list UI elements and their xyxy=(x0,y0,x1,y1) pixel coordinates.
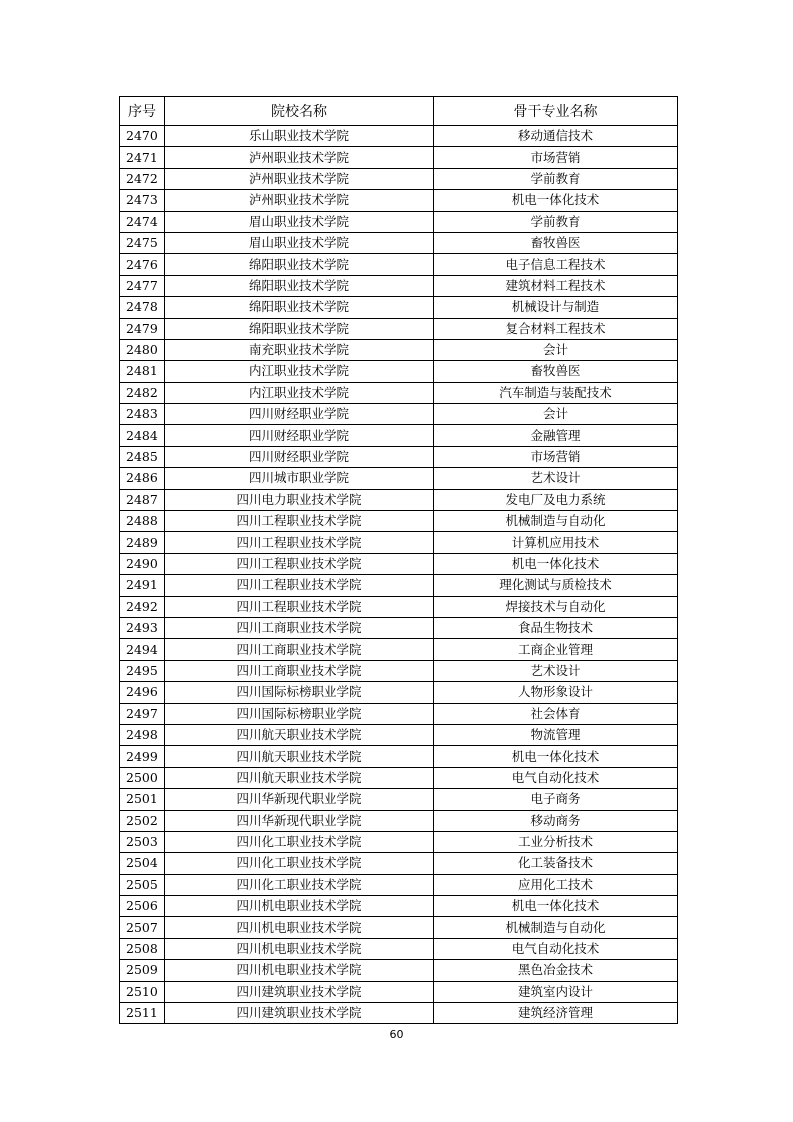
major-name-cell: 机电一体化技术 xyxy=(434,746,678,767)
major-name-cell: 发电厂及电力系统 xyxy=(434,489,678,510)
serial-number-cell: 2472 xyxy=(120,168,165,189)
school-name-cell: 四川机电职业技术学院 xyxy=(165,896,434,917)
school-name-cell: 四川财经职业学院 xyxy=(165,425,434,446)
school-name-cell: 四川工商职业技术学院 xyxy=(165,660,434,681)
serial-number-cell: 2509 xyxy=(120,960,165,981)
table-row xyxy=(120,382,678,403)
table-row xyxy=(120,468,678,489)
major-name-cell: 艺术设计 xyxy=(434,660,678,681)
table-row xyxy=(120,596,678,617)
school-name-cell: 眉山职业技术学院 xyxy=(165,211,434,232)
major-name-cell: 黑色冶金技术 xyxy=(434,960,678,981)
major-name-cell: 焊接技术与自动化 xyxy=(434,596,678,617)
school-name-cell: 四川工程职业技术学院 xyxy=(165,511,434,532)
table-row xyxy=(120,831,678,852)
table-row xyxy=(120,981,678,1002)
serial-number-cell: 2479 xyxy=(120,318,165,339)
major-name-cell: 金融管理 xyxy=(434,425,678,446)
major-name-cell: 人物形象设计 xyxy=(434,682,678,703)
major-name-cell: 食品生物技术 xyxy=(434,617,678,638)
major-name-cell: 复合材料工程技术 xyxy=(434,318,678,339)
header-serial-number: 序号 xyxy=(120,97,165,126)
table-row xyxy=(120,767,678,788)
school-name-cell: 眉山职业技术学院 xyxy=(165,232,434,253)
serial-number-cell: 2476 xyxy=(120,254,165,275)
serial-number-cell: 2502 xyxy=(120,810,165,831)
school-name-cell: 四川机电职业技术学院 xyxy=(165,917,434,938)
school-name-cell: 绵阳职业技术学院 xyxy=(165,254,434,275)
school-name-cell: 四川城市职业学院 xyxy=(165,468,434,489)
major-name-cell: 建筑材料工程技术 xyxy=(434,275,678,296)
major-name-cell: 会计 xyxy=(434,404,678,425)
school-name-cell: 四川航天职业技术学院 xyxy=(165,767,434,788)
school-name-cell: 四川工程职业技术学院 xyxy=(165,532,434,553)
table-row xyxy=(120,297,678,318)
major-name-cell: 学前教育 xyxy=(434,168,678,189)
serial-number-cell: 2493 xyxy=(120,617,165,638)
school-name-cell: 四川化工职业技术学院 xyxy=(165,831,434,852)
school-name-cell: 四川工程职业技术学院 xyxy=(165,575,434,596)
serial-number-cell: 2488 xyxy=(120,511,165,532)
table-row xyxy=(120,874,678,895)
school-name-cell: 泸州职业技术学院 xyxy=(165,147,434,168)
major-name-cell: 建筑室内设计 xyxy=(434,981,678,1002)
serial-number-cell: 2478 xyxy=(120,297,165,318)
major-name-cell: 机械制造与自动化 xyxy=(434,511,678,532)
school-name-cell: 四川财经职业学院 xyxy=(165,446,434,467)
serial-number-cell: 2508 xyxy=(120,938,165,959)
serial-number-cell: 2485 xyxy=(120,446,165,467)
school-name-cell: 绵阳职业技术学院 xyxy=(165,275,434,296)
table-row xyxy=(120,404,678,425)
school-name-cell: 四川华新现代职业学院 xyxy=(165,789,434,810)
table-row xyxy=(120,789,678,810)
header-row xyxy=(120,97,678,126)
table-row xyxy=(120,532,678,553)
school-name-cell: 南充职业技术学院 xyxy=(165,339,434,360)
serial-number-cell: 2470 xyxy=(120,126,165,147)
major-name-cell: 机械制造与自动化 xyxy=(434,917,678,938)
serial-number-cell: 2498 xyxy=(120,724,165,745)
table-row xyxy=(120,682,678,703)
major-name-cell: 应用化工技术 xyxy=(434,874,678,895)
major-name-cell: 机电一体化技术 xyxy=(434,553,678,574)
school-name-cell: 泸州职业技术学院 xyxy=(165,168,434,189)
school-name-cell: 四川化工职业技术学院 xyxy=(165,853,434,874)
school-name-cell: 乐山职业技术学院 xyxy=(165,126,434,147)
major-name-cell: 市场营销 xyxy=(434,446,678,467)
table-row xyxy=(120,575,678,596)
school-name-cell: 四川工商职业技术学院 xyxy=(165,617,434,638)
table-row xyxy=(120,960,678,981)
school-name-cell: 四川工程职业技术学院 xyxy=(165,596,434,617)
table-row xyxy=(120,1003,678,1024)
table-row xyxy=(120,938,678,959)
header-major-name: 骨干专业名称 xyxy=(434,97,678,126)
table-row xyxy=(120,853,678,874)
table-row xyxy=(120,339,678,360)
school-name-cell: 四川工商职业技术学院 xyxy=(165,639,434,660)
serial-number-cell: 2489 xyxy=(120,532,165,553)
major-name-cell: 物流管理 xyxy=(434,724,678,745)
serial-number-cell: 2503 xyxy=(120,831,165,852)
school-name-cell: 绵阳职业技术学院 xyxy=(165,297,434,318)
school-name-cell: 四川工程职业技术学院 xyxy=(165,553,434,574)
school-name-cell: 四川航天职业技术学院 xyxy=(165,746,434,767)
serial-number-cell: 2487 xyxy=(120,489,165,510)
major-name-cell: 畜牧兽医 xyxy=(434,361,678,382)
table-row xyxy=(120,425,678,446)
major-name-cell: 汽车制造与装配技术 xyxy=(434,382,678,403)
school-name-cell: 四川化工职业技术学院 xyxy=(165,874,434,895)
table-row xyxy=(120,617,678,638)
major-name-cell: 畜牧兽医 xyxy=(434,232,678,253)
serial-number-cell: 2482 xyxy=(120,382,165,403)
major-name-cell: 社会体育 xyxy=(434,703,678,724)
serial-number-cell: 2477 xyxy=(120,275,165,296)
table-row xyxy=(120,254,678,275)
serial-number-cell: 2506 xyxy=(120,896,165,917)
school-name-cell: 四川机电职业技术学院 xyxy=(165,960,434,981)
table-row xyxy=(120,553,678,574)
table-body xyxy=(120,126,678,1024)
serial-number-cell: 2511 xyxy=(120,1003,165,1024)
serial-number-cell: 2504 xyxy=(120,853,165,874)
major-name-cell: 工业分析技术 xyxy=(434,831,678,852)
serial-number-cell: 2499 xyxy=(120,746,165,767)
major-name-cell: 建筑经济管理 xyxy=(434,1003,678,1024)
table-row xyxy=(120,446,678,467)
serial-number-cell: 2507 xyxy=(120,917,165,938)
major-name-cell: 电气自动化技术 xyxy=(434,767,678,788)
serial-number-cell: 2510 xyxy=(120,981,165,1002)
major-name-cell: 理化测试与质检技术 xyxy=(434,575,678,596)
school-name-cell: 四川国际标榜职业学院 xyxy=(165,703,434,724)
major-name-cell: 移动商务 xyxy=(434,810,678,831)
header-school-name: 院校名称 xyxy=(165,97,434,126)
major-name-cell: 电气自动化技术 xyxy=(434,938,678,959)
serial-number-cell: 2471 xyxy=(120,147,165,168)
serial-number-cell: 2494 xyxy=(120,639,165,660)
table-row xyxy=(120,168,678,189)
major-name-cell: 电子商务 xyxy=(434,789,678,810)
table-row xyxy=(120,917,678,938)
serial-number-cell: 2474 xyxy=(120,211,165,232)
school-name-cell: 四川航天职业技术学院 xyxy=(165,724,434,745)
serial-number-cell: 2500 xyxy=(120,767,165,788)
table-row xyxy=(120,275,678,296)
serial-number-cell: 2481 xyxy=(120,361,165,382)
serial-number-cell: 2496 xyxy=(120,682,165,703)
page-number: 60 xyxy=(389,1028,404,1041)
school-name-cell: 四川机电职业技术学院 xyxy=(165,938,434,959)
table-row xyxy=(120,810,678,831)
school-name-cell: 泸州职业技术学院 xyxy=(165,190,434,211)
table-row xyxy=(120,724,678,745)
serial-number-cell: 2501 xyxy=(120,789,165,810)
table-row xyxy=(120,126,678,147)
major-name-cell: 工商企业管理 xyxy=(434,639,678,660)
table-row xyxy=(120,211,678,232)
serial-number-cell: 2490 xyxy=(120,553,165,574)
table-row xyxy=(120,896,678,917)
table-row xyxy=(120,361,678,382)
major-name-cell: 学前教育 xyxy=(434,211,678,232)
table-row xyxy=(120,660,678,681)
major-name-cell: 市场营销 xyxy=(434,147,678,168)
major-table xyxy=(119,96,678,1024)
school-name-cell: 四川电力职业技术学院 xyxy=(165,489,434,510)
school-name-cell: 绵阳职业技术学院 xyxy=(165,318,434,339)
school-name-cell: 四川国际标榜职业学院 xyxy=(165,682,434,703)
table-row xyxy=(120,511,678,532)
major-name-cell: 移动通信技术 xyxy=(434,126,678,147)
serial-number-cell: 2492 xyxy=(120,596,165,617)
school-name-cell: 内江职业技术学院 xyxy=(165,361,434,382)
school-name-cell: 四川华新现代职业学院 xyxy=(165,810,434,831)
serial-number-cell: 2484 xyxy=(120,425,165,446)
major-name-cell: 会计 xyxy=(434,339,678,360)
table-row xyxy=(120,147,678,168)
school-name-cell: 内江职业技术学院 xyxy=(165,382,434,403)
serial-number-cell: 2495 xyxy=(120,660,165,681)
serial-number-cell: 2486 xyxy=(120,468,165,489)
table-row xyxy=(120,489,678,510)
serial-number-cell: 2505 xyxy=(120,874,165,895)
table-row xyxy=(120,639,678,660)
serial-number-cell: 2480 xyxy=(120,339,165,360)
major-name-cell: 化工装备技术 xyxy=(434,853,678,874)
major-name-cell: 机械设计与制造 xyxy=(434,297,678,318)
serial-number-cell: 2475 xyxy=(120,232,165,253)
major-name-cell: 机电一体化技术 xyxy=(434,190,678,211)
serial-number-cell: 2473 xyxy=(120,190,165,211)
major-name-cell: 机电一体化技术 xyxy=(434,896,678,917)
table-row xyxy=(120,746,678,767)
table-header xyxy=(120,97,678,126)
major-name-cell: 艺术设计 xyxy=(434,468,678,489)
table-row xyxy=(120,190,678,211)
serial-number-cell: 2497 xyxy=(120,703,165,724)
school-name-cell: 四川财经职业学院 xyxy=(165,404,434,425)
school-name-cell: 四川建筑职业技术学院 xyxy=(165,1003,434,1024)
school-name-cell: 四川建筑职业技术学院 xyxy=(165,981,434,1002)
table-row xyxy=(120,703,678,724)
major-name-cell: 电子信息工程技术 xyxy=(434,254,678,275)
serial-number-cell: 2483 xyxy=(120,404,165,425)
table-row xyxy=(120,232,678,253)
serial-number-cell: 2491 xyxy=(120,575,165,596)
major-name-cell: 计算机应用技术 xyxy=(434,532,678,553)
table-row xyxy=(120,318,678,339)
